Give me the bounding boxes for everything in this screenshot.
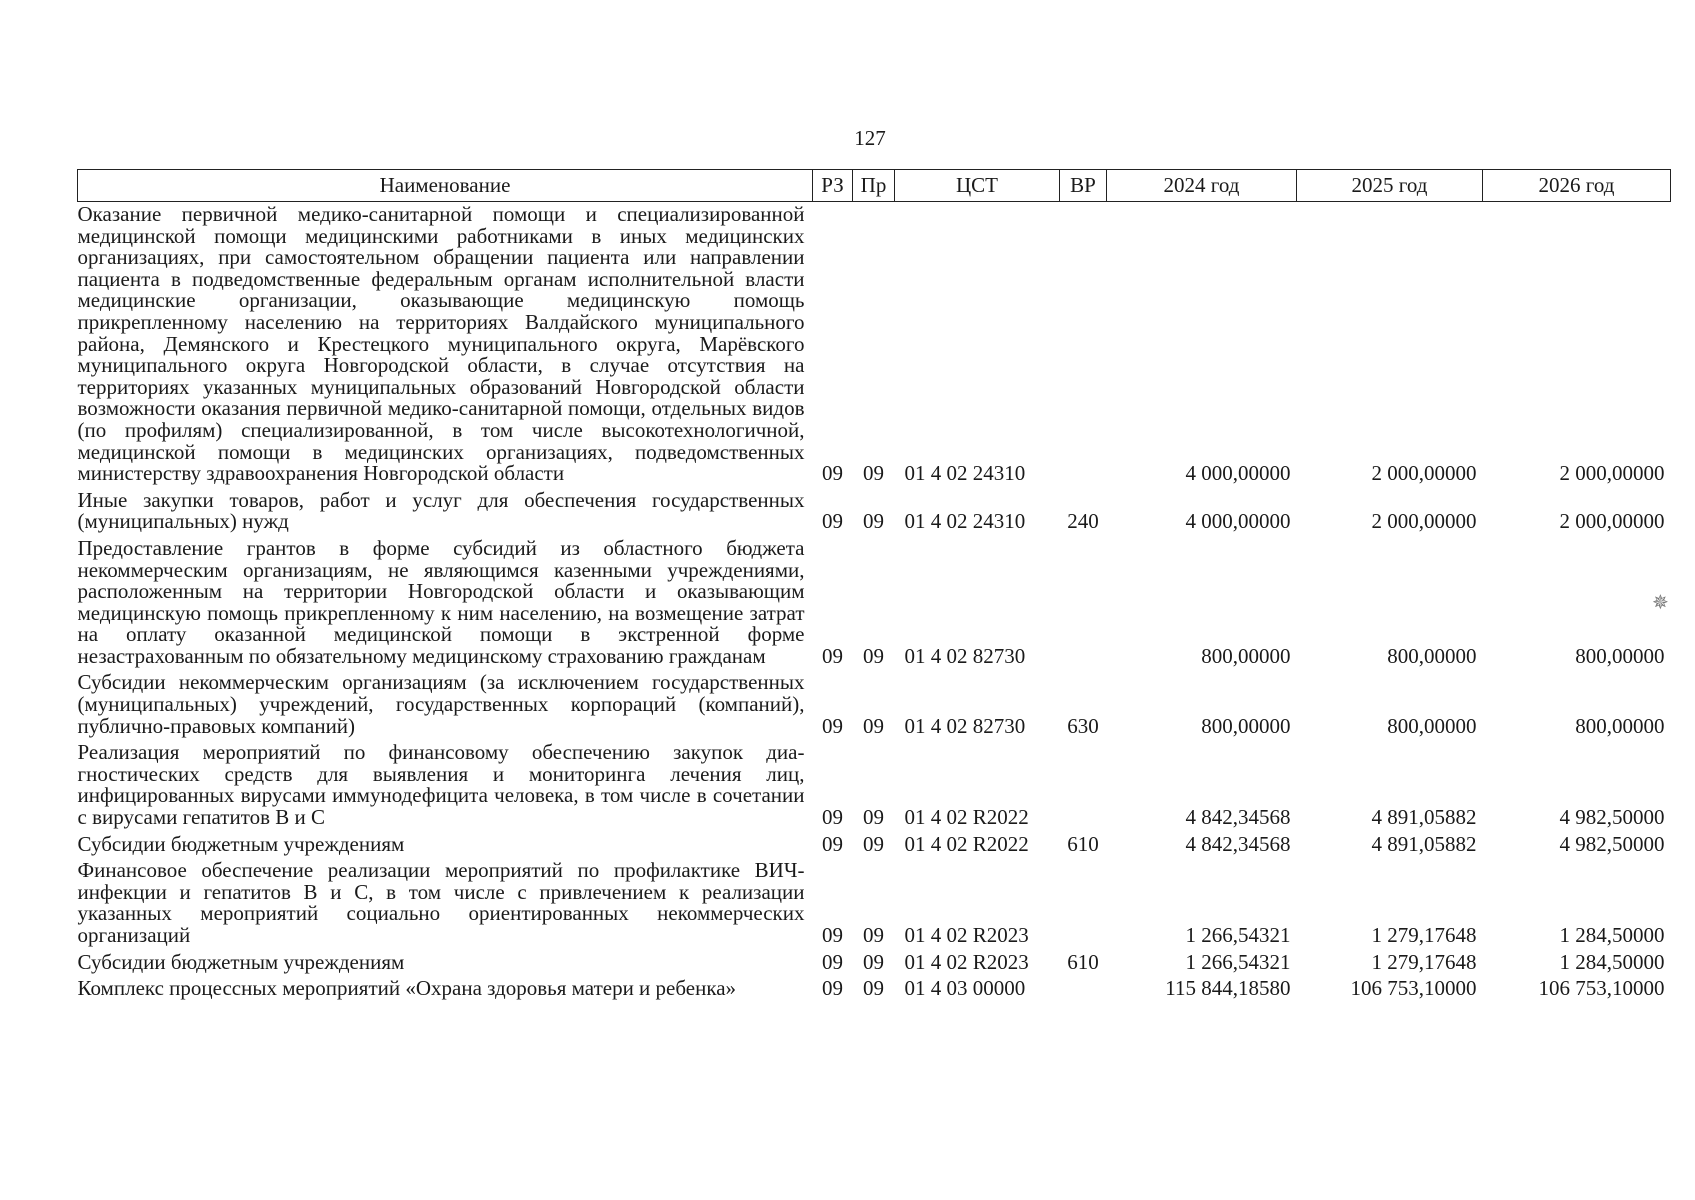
- row-pr-cell: 09: [863, 461, 884, 486]
- row-name-cell: Реализация мероприятий по финансовому обеспечению закупок диагностических средств для выявления и мониторинга лечения лиц, инфицированных вирусами иммунодефицита человека, в том числе в сочетании с вирусами гепатитов В и С: [77, 740, 805, 830]
- row-name-cell: Субсидии бюджетным учреждениям: [77, 949, 405, 974]
- table-body: [78, 202, 1671, 1003]
- row-2026-cell: 1 284,50000: [1559, 949, 1665, 974]
- row-vr-cell: 240: [1067, 509, 1099, 534]
- row-2025-cell: 4 891,05882: [1371, 831, 1477, 856]
- row-2026-cell: 800,00000: [1575, 643, 1665, 668]
- row-pr-cell: 09: [863, 509, 884, 534]
- row-pr-cell: 09: [863, 831, 884, 856]
- row-cst-cell: 01 4 02 R2023: [904, 949, 1029, 974]
- table-row: [78, 670, 1671, 740]
- row-rz-cell: 09: [822, 461, 843, 486]
- row-2026-cell: 2 000,00000: [1559, 461, 1665, 486]
- row-rz-cell: 09: [822, 923, 843, 947]
- row-rz-cell: 09: [822, 976, 843, 1001]
- row-2024-cell: 4 000,00000: [1185, 509, 1291, 534]
- row-rz-cell: 09: [822, 805, 843, 830]
- table-row: [78, 832, 1671, 859]
- row-name-cell: Субсидии некоммерческим организациям (за исключением государственных (муниципальных) учреждений, государственных корпораций (компаний), публично-правовых компаний): [77, 670, 805, 738]
- table-row: [78, 202, 1671, 488]
- table-row: [78, 536, 1671, 671]
- row-rz-cell: 09: [822, 713, 843, 738]
- row-2026-cell: 800,00000: [1575, 713, 1665, 738]
- row-2025-cell: 1 279,17648: [1371, 923, 1477, 947]
- row-2026-cell: 4 982,50000: [1559, 805, 1665, 830]
- row-vr-cell: 610: [1067, 949, 1099, 974]
- row-2024-cell: 1 266,54321: [1185, 923, 1291, 947]
- row-2024-cell: 800,00000: [1201, 643, 1291, 668]
- row-vr-cell: [1060, 536, 1107, 671]
- budget-table: [77, 169, 1671, 1003]
- header-2024: 2024 год: [1107, 170, 1297, 202]
- row-vr-cell: [1060, 976, 1107, 1003]
- row-2025-cell: 1 279,17648: [1371, 949, 1477, 974]
- table-row: [78, 740, 1671, 831]
- row-pr-cell: 09: [863, 643, 884, 668]
- row-2026-cell: 2 000,00000: [1559, 509, 1665, 534]
- row-2024-cell: 4 000,00000: [1185, 461, 1291, 486]
- header-2025: 2025 год: [1297, 170, 1483, 202]
- row-2024-cell: 4 842,34568: [1185, 805, 1291, 830]
- header-2026: 2026 год: [1483, 170, 1671, 202]
- row-2025-cell: 106 753,10000: [1350, 976, 1477, 1001]
- header-name: Наименование: [78, 170, 813, 202]
- row-2024-cell: 1 266,54321: [1185, 949, 1291, 974]
- row-2025-cell: 2 000,00000: [1371, 461, 1477, 486]
- row-cst-cell: 01 4 03 00000: [904, 976, 1026, 1001]
- row-vr-cell: 630: [1067, 713, 1099, 738]
- row-pr-cell: 09: [863, 713, 884, 738]
- row-2026-cell: 106 753,10000: [1538, 976, 1665, 1001]
- table-row: [78, 488, 1671, 536]
- row-rz-cell: 09: [822, 949, 843, 974]
- header-rz: РЗ: [813, 170, 853, 202]
- row-2024-cell: 4 842,34568: [1185, 831, 1291, 856]
- row-vr-cell: [1060, 202, 1107, 488]
- row-rz-cell: 09: [822, 643, 843, 668]
- row-name-cell: Комплекс процессных мероприятий «Охрана здоровья матери и ребенка»: [77, 976, 737, 1001]
- row-rz-cell: 09: [822, 509, 843, 534]
- row-cst-cell: 01 4 02 R2023: [904, 923, 1029, 947]
- row-cst-cell: 01 4 02 R2022: [904, 805, 1029, 830]
- row-cst-cell: 01 4 02 24310: [904, 509, 1026, 534]
- row-pr-cell: 09: [863, 976, 884, 1001]
- row-name-cell: Оказание первичной медико-санитарной помощи и специализированной медицинской помощи медицинскими работниками в иных медицинских организациях, при самостоятельном обращении пациента или направлении пациента в подведомственные федеральным органам исполнительной власти медицинские организации, оказывающие медицинскую помощь прикрепленному населению на территориях Валдайского муниципального района, Демянского и Крестецкого муниципального округа, Марёвского муниципального округа Новгородской области, в случае отсутствия на территориях указанных муниципальных образований Новгородской области возможности оказания первичной медико-санитарной помощи, отдельных видов (по профилям) специализированной, в том числе высокотехнологичной, медицинской помощи в медицинских организациях, подведомственных министерству здравоохранения Новгородской области: [77, 202, 805, 486]
- row-cst-cell: 01 4 02 82730: [904, 643, 1026, 668]
- table-row: [78, 950, 1671, 977]
- row-2025-cell: 4 891,05882: [1371, 805, 1477, 830]
- row-cst-cell: 01 4 02 82730: [904, 713, 1026, 738]
- row-vr-cell: 610: [1067, 831, 1099, 856]
- row-pr-cell: 09: [863, 949, 884, 974]
- table-row: [78, 858, 1671, 949]
- row-2024-cell: 115 844,18580: [1165, 976, 1291, 1001]
- row-2024-cell: 800,00000: [1201, 713, 1291, 738]
- row-2025-cell: 2 000,00000: [1371, 509, 1477, 534]
- row-name-cell: Иные закупки товаров, работ и услуг для обеспечения государственных (муниципальных) нужд: [77, 487, 805, 534]
- row-2026-cell: 1 284,50000: [1559, 923, 1665, 947]
- scan-blot: ✵: [1652, 592, 1669, 614]
- row-name-cell: Предоставление грантов в форме субсидий из областного бюджета некоммерческим организациям, не являющимся казенными учреждениями, расположенным на территории Новгородской области и оказывающим медицинскую помощь прикрепленному к ним населению, на возмещение затрат на оплату оказанной медицинской помощи в экстренной форме незастрахованным по обязательному медицинскому страхованию гражданам: [77, 535, 805, 668]
- page-number: 127: [854, 126, 886, 150]
- table-row: [78, 976, 1671, 1003]
- row-2025-cell: 800,00000: [1387, 713, 1477, 738]
- row-pr-cell: 09: [863, 805, 884, 830]
- header-vr: ВР: [1060, 170, 1107, 202]
- row-2026-cell: 4 982,50000: [1559, 831, 1665, 856]
- table-header: [78, 170, 1671, 202]
- row-pr-cell: 09: [863, 923, 884, 947]
- row-name-cell: Финансовое обеспечение реализации мероприятий по профилактике ВИЧ-инфекции и гепатитов В и С, в том числе с привлечением к реализации указанных мероприятий социально ориентированных некоммерческих организаций: [77, 858, 805, 947]
- row-cst-cell: 01 4 02 24310: [904, 461, 1026, 486]
- row-name-cell: Субсидии бюджетным учреждениям: [77, 831, 405, 856]
- header-pr: Пр: [853, 170, 895, 202]
- header-cst: ЦСТ: [895, 170, 1060, 202]
- budget-table-container: [77, 169, 1670, 1003]
- row-cst-cell: 01 4 02 R2022: [904, 831, 1029, 856]
- row-rz-cell: 09: [822, 831, 843, 856]
- row-vr-cell: [1060, 858, 1107, 949]
- row-vr-cell: [1060, 740, 1107, 831]
- row-2025-cell: 800,00000: [1387, 643, 1477, 668]
